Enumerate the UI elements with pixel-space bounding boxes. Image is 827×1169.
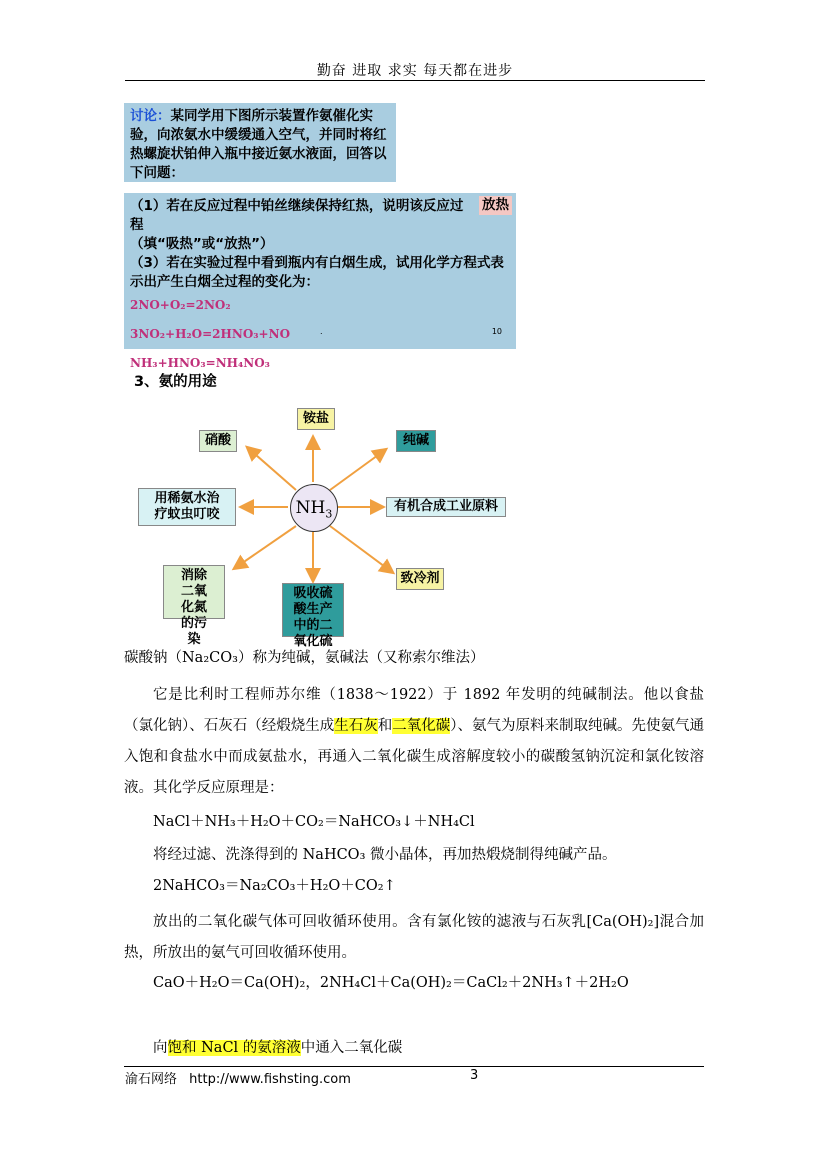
highlight-co2: 二氧化碳 [392,718,451,734]
node-so2-absorb: 吸收硫酸生产中的二氧化硫 [282,583,344,637]
paragraph-saturated [124,1038,733,1058]
solvay-and: 和 [377,718,393,734]
arrow-down-right [330,526,392,572]
header-divider [125,80,705,81]
node-refrigerant: 致冷剂 [396,568,444,590]
section-title: 3、氨的用途 [134,374,217,390]
nh3-center: $NH_3$ [290,484,338,532]
paragraph-solvay [124,680,704,804]
slide-page-number: 10 [491,327,502,336]
equation-solvay-2: 2NaHCO₃＝Na₂CO₃＋H₂O＋CO₂↑ [153,878,396,894]
ammonia-uses-diagram [130,400,520,649]
question-box [124,193,516,370]
node-organic: 有机合成工业原料 [386,497,506,517]
arrow-down-left [235,526,296,568]
q1-text: （1）若在反应过程中铂丝继续保持红热，说明该反应过程 [130,198,464,233]
equation-solvay-1: NaCl＋NH₃＋H₂O＋CO₂＝NaHCO₃↓＋NH₄Cl [153,814,475,830]
node-no2-pollution: 消除二氧化氮的污染 [163,565,225,619]
equation-3: NH₃+HNO₃=NH₄NO₃ [130,356,270,370]
highlight-quicklime: 生石灰 [334,718,378,734]
arrow-up-right [330,450,385,490]
discussion-text: 某同学用下图所示装置作氨催化实验，向浓氨水中缓缓通入空气，并同时将红热螺旋状铂伸入瓶中接近氨水液面，回答以下问题： [130,108,387,181]
q1-fill-hint: （填“吸热”或“放热”） [130,236,274,252]
q3-text: （3）若在实验过程中看到瓶内有白烟生成，试用化学方程式表示出产生白烟全过程的变化为： [130,255,504,290]
highlight-nacl-ammonia: 饱和 NaCl 的氨溶液 [167,1040,301,1056]
footer-divider [124,1066,704,1067]
paragraph-soda-intro: 碳酸钠（Na₂CO₃）称为纯碱，氨碱法（又称索尔维法） [124,650,485,666]
paragraph-crystal: 将经过滤、洗涤得到的 NaHCO₃ 微小晶体，再加热煅烧制得纯碱产品。 [153,847,617,863]
footer-url[interactable]: http://www.fishsting.com [189,1072,351,1087]
equation-solvay-3: CaO＋H₂O＝Ca(OH)₂，2NH₄Cl＋Ca(OH)₂＝CaCl₂＋2NH₃↑＋2H₂O [153,975,629,991]
solvay-text-b: ）、氨气为原料来制取纯碱。先使氨气通入饱和食盐水中而成氨盐水，再通入二氧化碳生成溶解度较小的碳酸氢钠沉淀和氯化铵溶液。其化学反应原理是： [124,718,704,796]
node-ammonium-salt: 铵盐 [297,408,335,430]
node-soda: 纯碱 [396,430,436,452]
footer [125,1068,351,1087]
slide-dot: . [320,327,323,336]
q1-answer: 放热 [479,196,512,215]
equation-1: 2NO+O₂=2NO₂ [130,298,231,312]
discussion-prefix: 讨论： [130,108,171,124]
footer-site: 渝石网络 [125,1072,178,1087]
node-insect-bite: 用稀氨水治疗蚊虫叮咬 [138,488,236,526]
arrow-up-left [248,448,296,490]
page-header: 勤奋 进取 求实 每天都在进步 [316,63,514,79]
footer-page-number: 3 [470,1068,479,1083]
paragraph-recycle: 放出的二氧化碳气体可回收循环使用。含有氯化铵的滤液与石灰乳[Ca(OH)₂]混合加热，所放出的氨气可回收循环使用。 [124,914,704,961]
solvay-text-a: 它是比利时工程师苏尔维（1838～1922）于 1892 年发明的纯碱制法。他以食盐（氯化钠）、石灰石（经煅烧生成 [124,687,704,734]
discussion-box [124,103,396,182]
node-nitric-acid: 硝酸 [199,430,237,452]
saturated-text-b: 中通入二氧化碳 [300,1040,403,1056]
equation-2: 3NO₂+H₂O=2HNO₃+NO [130,327,291,341]
saturated-text-a: 向 [153,1040,168,1056]
